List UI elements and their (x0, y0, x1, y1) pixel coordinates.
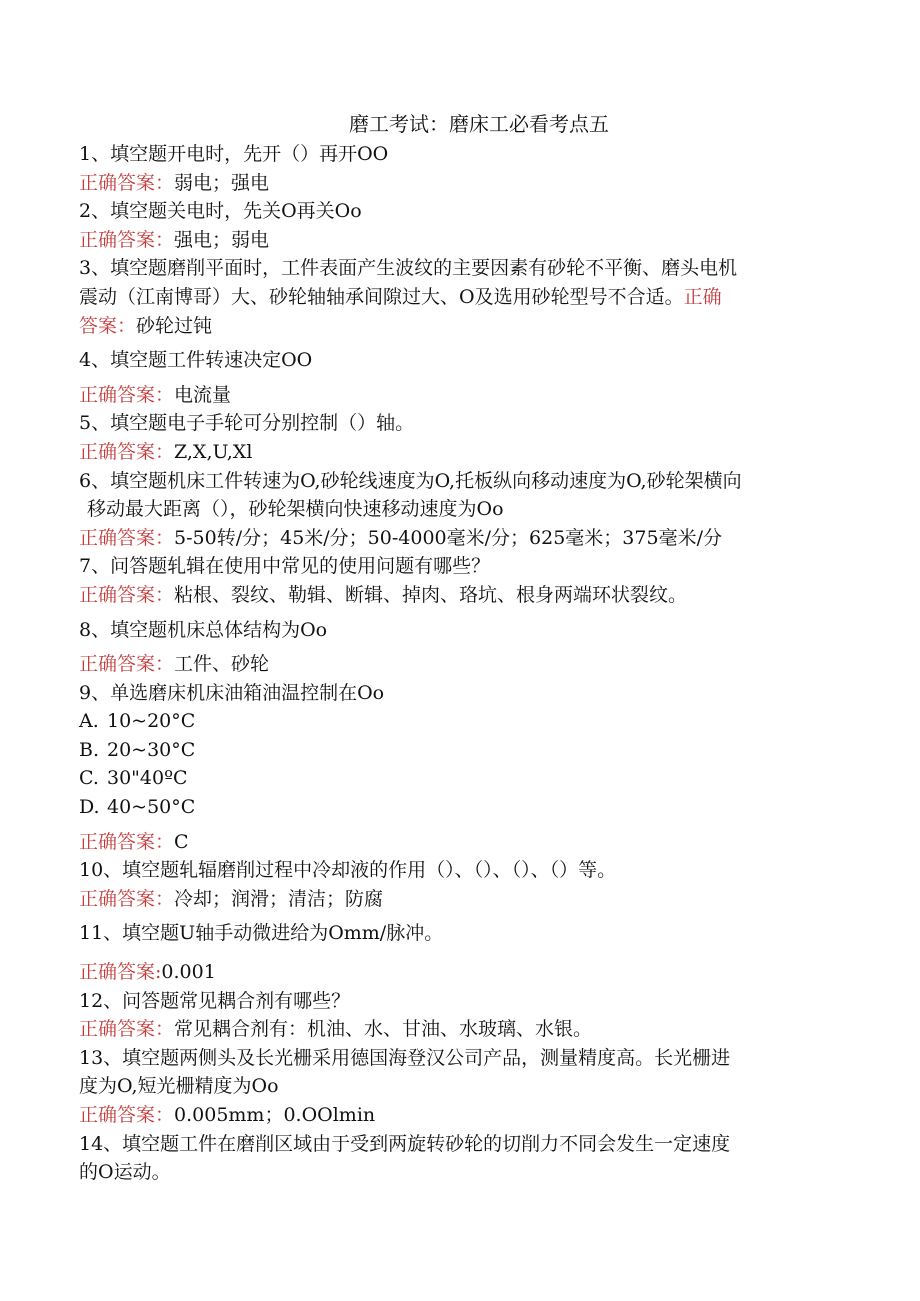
question-6-line-1: 6、填空题机床工件转速为O,砂轮线速度为O,托板纵向移动速度为O,砂轮架横向 (79, 469, 742, 492)
answer-label-part-1: 正确 (683, 285, 722, 308)
answer-text: 0.005mm；0.OOlmin (174, 1104, 376, 1126)
question-12: 12、问答题常见耦合剂有哪些？ (79, 989, 351, 1012)
option-letter: A. (79, 710, 99, 733)
answer-label: 正确答案： (79, 1104, 175, 1126)
question-7: 7、问答题轧辑在使用中常见的使用问题有哪些？ (79, 555, 491, 578)
answer-4 (79, 381, 839, 410)
question-2: 2、填空题关电时，先关O再关Oo (79, 200, 362, 223)
option-letter: C. (79, 767, 99, 790)
question-5: 5、填空题电子手轮可分别控制（）轴。 (79, 412, 415, 435)
answer-label: 正确答案： (79, 440, 175, 463)
answer-text: 5-50转/分；45米/分；50-4000毫米/分；625毫米；375毫米/分 (174, 526, 722, 549)
question-1: 1、填空题开电时，先开（）再开OO (79, 143, 389, 165)
answer-text: 常见耦合剂有：机油、水、甘油、水玻璃、水银。 (174, 1018, 593, 1041)
answer-label: 正确答案： (79, 830, 175, 853)
answer-label: 正确答案： (79, 653, 175, 676)
question-10: 10、填空题轧辐磨削过程中冷却液的作用（）、（）、（）、（）等。 (79, 859, 617, 882)
answer-11 (79, 958, 839, 987)
answer-text: C (174, 830, 189, 853)
question-11: 11、填空题U轴手动微进给为Omm/脉冲。 (79, 922, 444, 945)
answer-7 (79, 581, 839, 610)
question-13-line-1: 13、填空题两侧头及长光栅采用德国海登汉公司产品，测量精度高。长光栅进 (79, 1046, 731, 1069)
question-4: 4、填空题工件转速决定OO (79, 349, 313, 372)
question-3-line-2 (79, 283, 839, 312)
question-13-line-2: 度为O,短光栅精度为Oo (79, 1075, 279, 1098)
answer-text: 粘根、裂纹、勒辑、断辑、掉肉、珞坑、根身两端环状裂纹。 (174, 583, 688, 606)
answer-label: 正确答案： (79, 526, 175, 549)
answer-text: Z,X,U,Xl (174, 440, 253, 463)
answer-label: 正确答案： (79, 171, 175, 194)
answer-text: 工件、砂轮 (174, 653, 270, 676)
answer-8 (79, 650, 839, 679)
question-3-line-1: 3、填空题磨削平面时，工件表面产生波纹的主要因素有砂轮不平衡、磨头电机 (79, 257, 738, 280)
answer-label: 正确答案： (79, 583, 175, 606)
answer-1 (79, 169, 839, 198)
answer-label: 正确答案： (79, 1018, 175, 1041)
answer-label-part-2: 答案： (79, 314, 137, 337)
option-letter: B. (79, 738, 100, 761)
answer-3 (79, 312, 839, 341)
answer-12 (79, 1015, 839, 1044)
option-value: 40~50°C (107, 796, 196, 819)
answer-text: 冷却；润滑；清洁；防腐 (174, 887, 384, 910)
answer-text: 弱电；强电 (174, 171, 270, 194)
option-letter: D. (79, 796, 100, 819)
answer-text: 砂轮过钝 (136, 314, 213, 337)
option-b (79, 736, 839, 765)
answer-label: 正确答案： (79, 887, 175, 910)
option-value: 10~20°C (107, 710, 196, 733)
document-title: 磨工考试：磨床工必看考点五 (349, 112, 609, 136)
answer-13 (79, 1101, 839, 1130)
question-14-line-1: 14、填空题工件在磨削区域由于受到两旋转砂轮的切削力不同会发生一定速度 (79, 1132, 731, 1155)
answer-text: 强电；弱电 (174, 228, 270, 251)
answer-10 (79, 885, 839, 914)
answer-text: 电流量 (174, 383, 232, 406)
option-c (79, 764, 839, 793)
option-value: 30"40ºC (107, 767, 188, 790)
answer-2 (79, 226, 839, 255)
answer-6 (79, 524, 839, 553)
answer-label: 正确答案： (79, 228, 175, 251)
question-9: 9、单选磨床机床油箱油温控制在Oo (79, 681, 385, 704)
question-3-text: 震动（江南博哥）大、砂轮轴轴承间隙过大、O及选用砂轮型号不合适。 (79, 285, 684, 308)
question-8: 8、填空题机床总体结构为Oo (79, 618, 328, 641)
option-a (79, 707, 839, 736)
document-page (79, 108, 839, 1187)
answer-9 (79, 828, 839, 857)
answer-5 (79, 438, 839, 467)
answer-label: 正确答案: (79, 961, 162, 984)
answer-text: 0.001 (161, 961, 216, 984)
option-d (79, 793, 839, 822)
question-14-line-2: 的O运动。 (79, 1161, 171, 1184)
answer-label: 正确答案： (79, 383, 175, 406)
question-6-line-2: 移动最大距离（），砂轮架横向快速移动速度为Oo (87, 498, 504, 521)
option-value: 20~30°C (107, 738, 196, 761)
